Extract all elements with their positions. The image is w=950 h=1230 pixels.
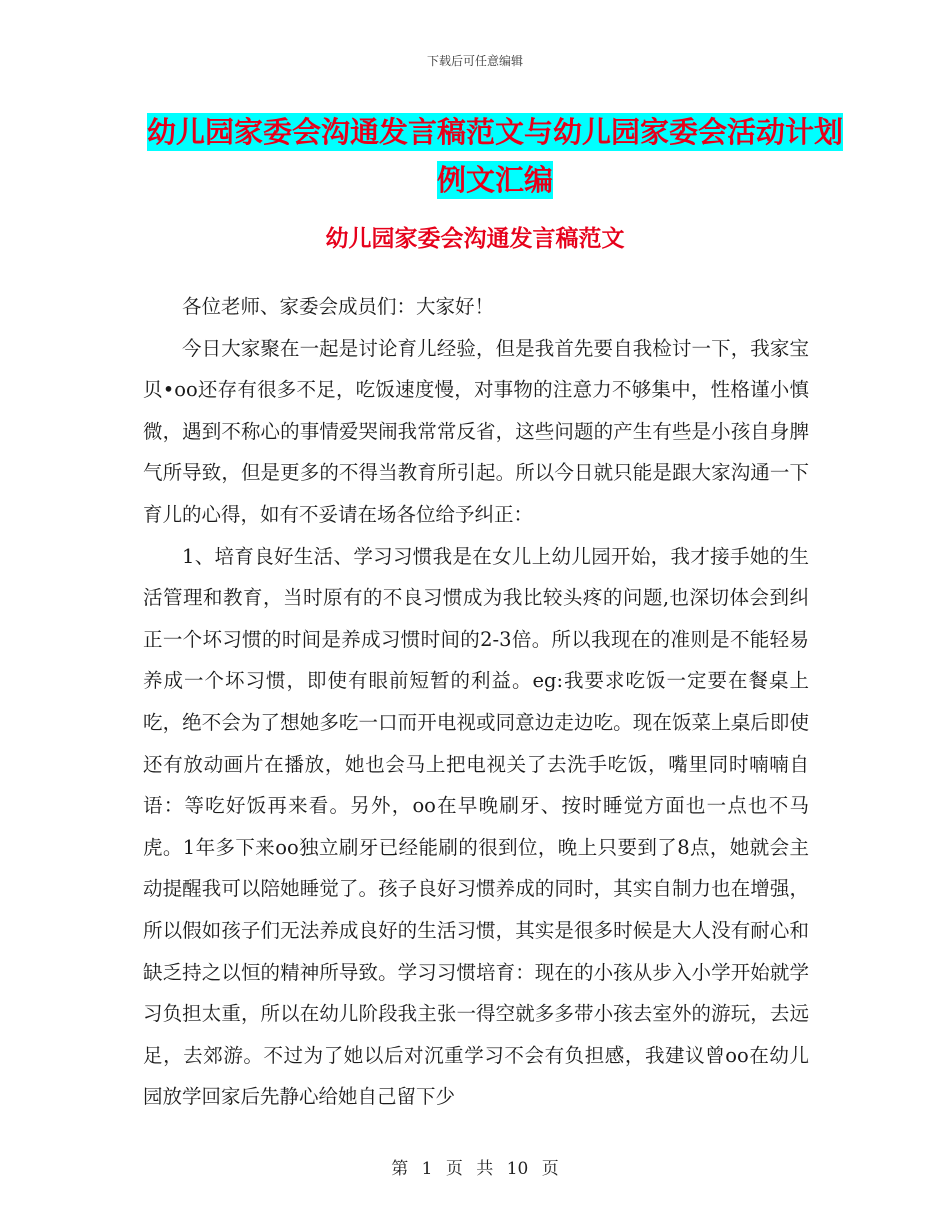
- page-footer: 第 1 页 共 10 页: [391, 1159, 559, 1179]
- habits-paragraph: 1、培育良好生活、学习习惯我是在女儿上幼儿园开始，我才接手她的生活管理和教育，当时原有的不良习惯成为我比较头疼的问题,也深切体会到纠正一个坏习惯的时间是养成习惯时间的2-3倍。所以我现在的准则是不能轻易养成一个坏习惯，即使有眼前短暂的利益。eg:我要求吃饭一定要在餐桌上吃，绝不会为了想她多吃一口而开电视或同意边走边吃。现在饭菜上桌后即使还有放动画片在播放，她也会马上把电视关了去洗手吃饭，嘴里同时喃喃自语：等吃好饭再来看。另外，oo在早晚刷牙、按时睡觉方面也一点也不马虎。1年多下来oo独立刷牙已经能刷的很到位，晚上只要到了8点，她就会主动提醒我可以陪她睡觉了。孩子良好习惯养成的同时，其实自制力也在增强，所以假如孩子们无法养成良好的生活习惯，其实是很多时候是大人没有耐心和缺乏持之以恒的精神所导致。学习习惯培育：现在的小孩从步入小学开始就学习负担太重，所以在幼儿阶段我主张一得空就多多带小孩去室外的游玩，去远足，去郊游。不过为了她以后对沉重学习不会有负担感，我建议曾oo在幼儿园放学回家后先静心给她自己留下少: [143, 544, 809, 1109]
- header-note: 下载后可任意编辑: [426, 54, 523, 68]
- document-body: [143, 286, 809, 1118]
- document-title-text: 幼儿园家委会沟通发言稿范文与幼儿园家委会活动计划例文汇编: [146, 115, 843, 197]
- document-title: [140, 108, 850, 204]
- section-title: 幼儿园家委会沟通发言稿范文: [325, 226, 625, 252]
- greeting-paragraph: 各位老师、家委会成员们：大家好！: [182, 295, 495, 318]
- intro-paragraph: 今日大家聚在一起是讨论育儿经验，但是我首先要自我检讨一下，我家宝贝•oo还存有很多不足，吃饭速度慢，对事物的注意力不够集中，性格谨小慎微，遇到不称心的事情爱哭闹我常常反省，这些问题的产生有些是小孩自身脾气所导致，但是更多的不得当教育所引起。所以今日就只能是跟大家沟通一下育儿的心得，如有不妥请在场各位给予纠正：: [143, 336, 809, 526]
